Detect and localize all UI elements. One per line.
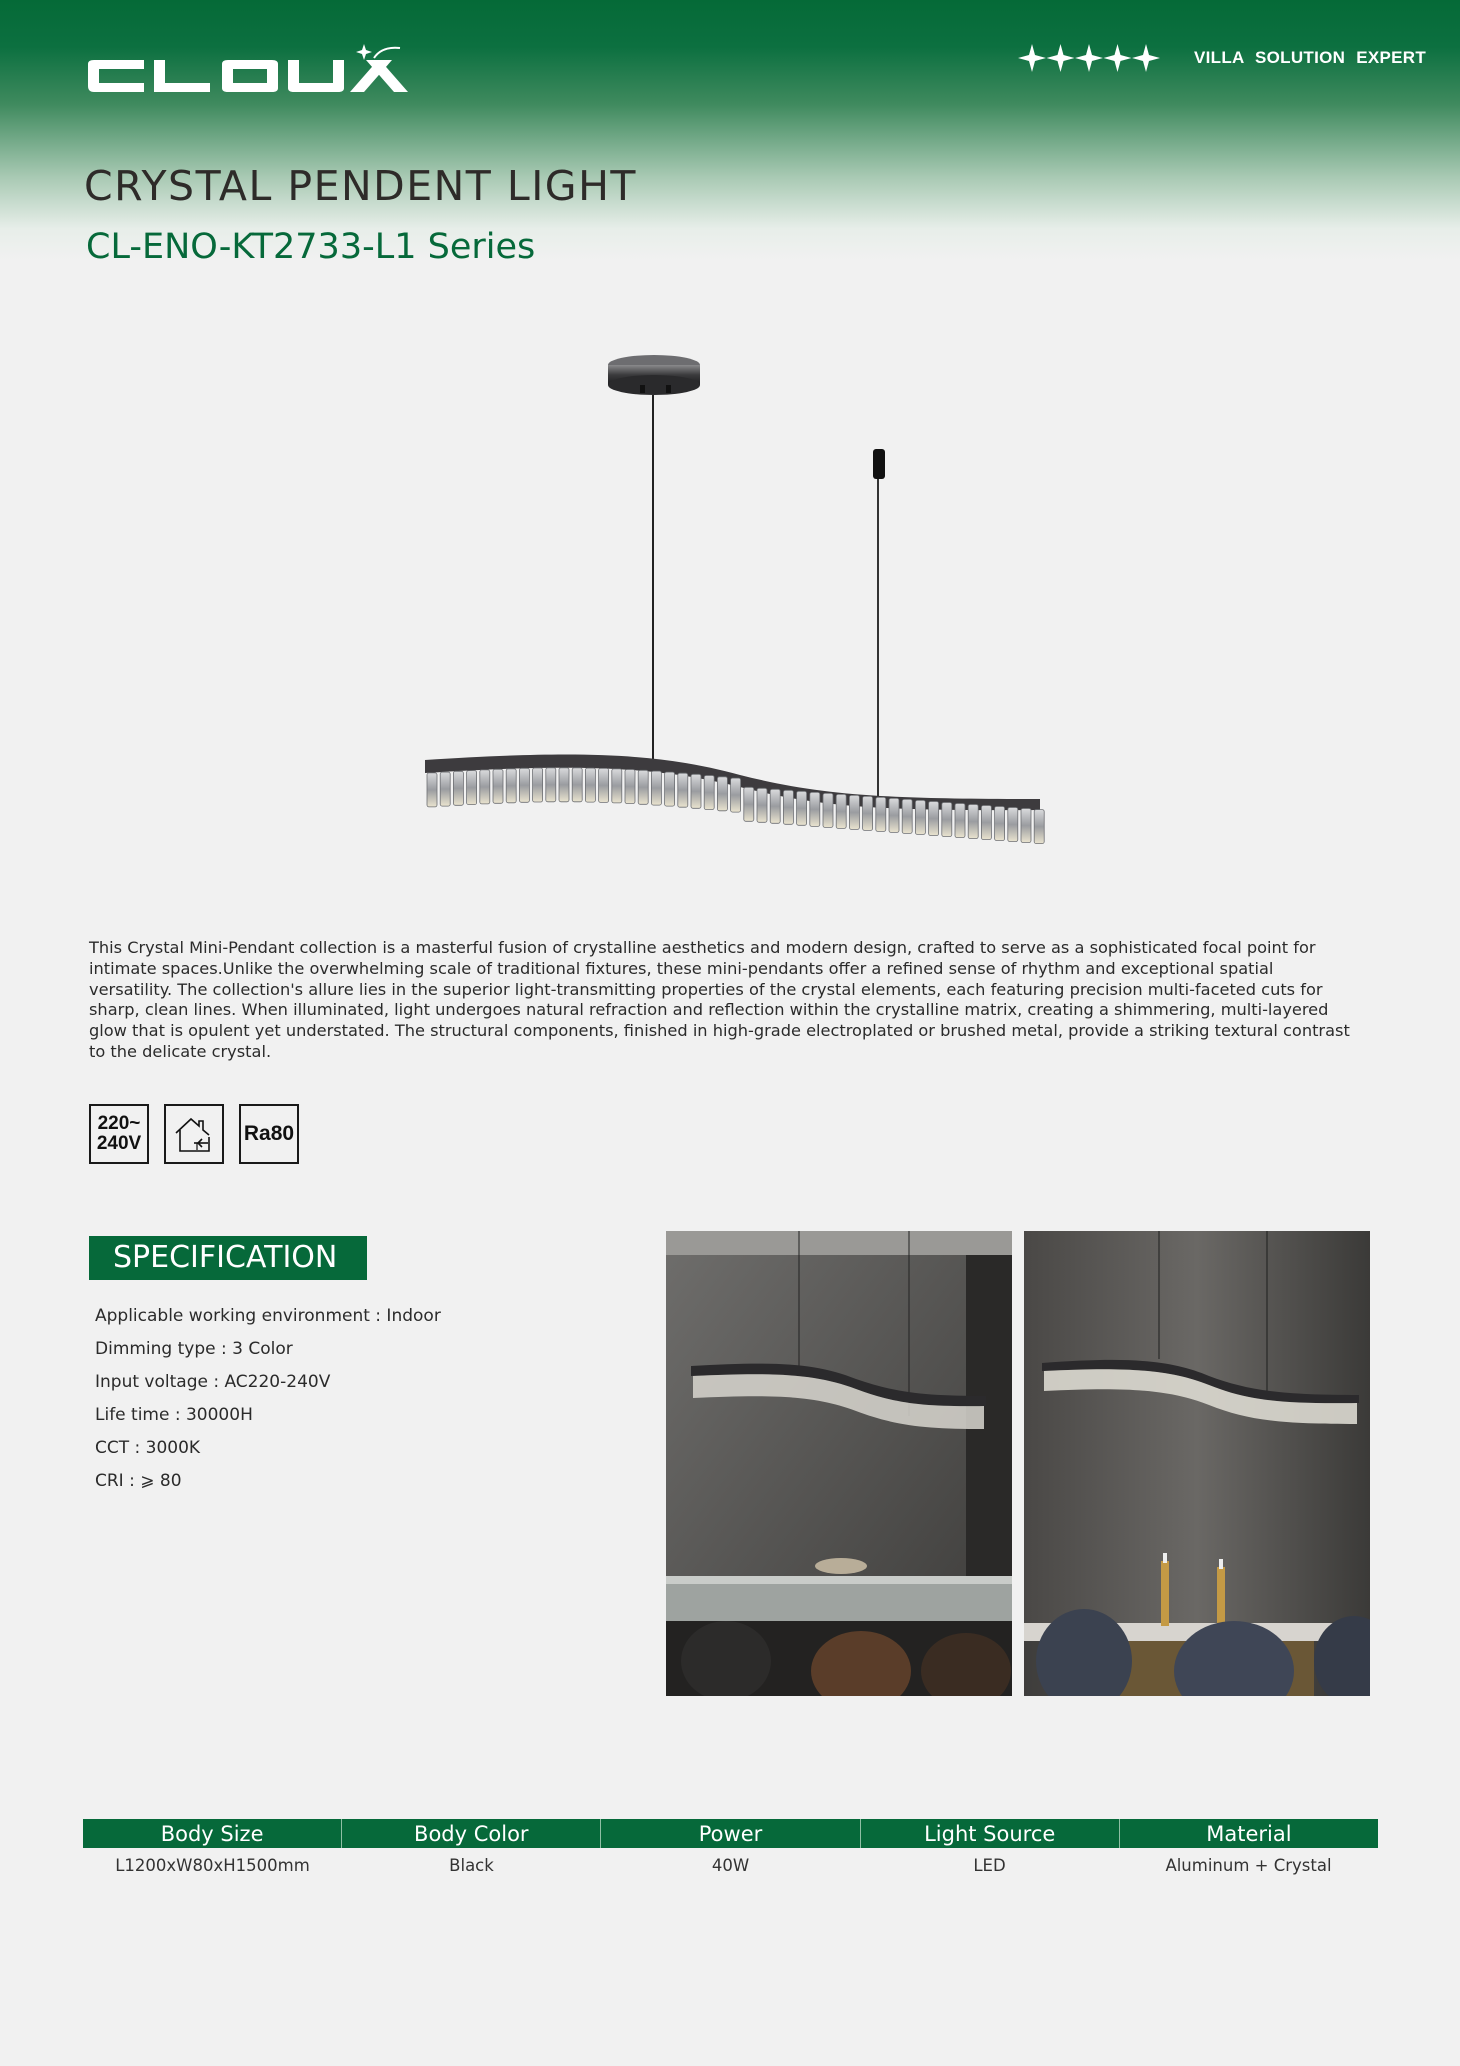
crystal-prism: [1008, 808, 1018, 842]
specification-heading: SPECIFICATION: [89, 1236, 367, 1280]
header-band: [0, 0, 1460, 260]
table-cell: L1200xW80xH1500mm: [115, 1856, 310, 1875]
spec-item: Life time : 30000H: [95, 1405, 253, 1425]
crystal-prism: [1021, 809, 1031, 843]
spec-item: CRI : ⩾ 80: [95, 1471, 182, 1491]
crystal-prism: [876, 797, 886, 831]
crystal-prism: [849, 795, 859, 829]
crystal-prism: [546, 768, 556, 802]
crystal-prism: [810, 792, 820, 826]
voltage-line-1: 220~: [97, 1113, 141, 1134]
crystal-prism: [440, 772, 450, 806]
crystal-prism: [942, 803, 952, 837]
spec-item: Input voltage : AC220-240V: [95, 1372, 331, 1392]
table-header-cell: Power: [601, 1819, 860, 1848]
crystal-prism: [889, 798, 899, 832]
table-cell: Black: [449, 1856, 494, 1875]
crystal-prism: [929, 802, 939, 836]
page-title: CRYSTAL PENDENT LIGHT: [84, 162, 637, 210]
rating-stars: [1018, 40, 1160, 76]
house-indoor-icon: [164, 1104, 224, 1164]
scene-photo-dining-left: [666, 1231, 1012, 1696]
crystal-prism: [981, 806, 991, 840]
crystal-prism: [968, 805, 978, 839]
table-header-cell: Body Color: [342, 1819, 601, 1848]
crystal-prism: [533, 768, 543, 802]
voltage-line-2: 240V: [96, 1133, 142, 1154]
crystal-prism: [915, 800, 925, 834]
table-cell: LED: [973, 1856, 1006, 1875]
table-header-cell: Material: [1206, 1822, 1292, 1846]
star-icon: [1047, 44, 1075, 72]
crystal-prism: [995, 807, 1005, 841]
crystal-prism: [599, 768, 609, 802]
crystal-prism: [770, 789, 780, 823]
crystal-prism: [453, 771, 463, 805]
crystal-prism: [731, 778, 741, 812]
crystal-prism: [704, 776, 714, 810]
scene-photo-dining-right: [1024, 1231, 1370, 1696]
table-header-cell: Body Size: [83, 1819, 342, 1848]
cri-badge: Ra80: [239, 1104, 299, 1164]
crystal-prism: [797, 791, 807, 825]
crystal-prism: [955, 804, 965, 838]
spec-item: CCT : 3000K: [95, 1438, 201, 1458]
star-icon: [1075, 44, 1103, 72]
product-table-header: [83, 1819, 1378, 1848]
specification-list: [95, 1300, 441, 1498]
crystal-prism: [863, 796, 873, 830]
cloux-logo: [82, 44, 438, 102]
crystal-prism: [757, 788, 767, 822]
spec-item: Applicable working environment : Indoor: [95, 1306, 441, 1326]
crystal-prism: [717, 777, 727, 811]
crystal-prism: [480, 770, 490, 804]
crystal-prism: [467, 771, 477, 805]
crystal-prism: [823, 793, 833, 827]
crystal-prism: [744, 787, 754, 821]
star-icon: [1132, 44, 1160, 72]
crystal-prism: [493, 769, 503, 803]
crystal-prism: [783, 790, 793, 824]
crystal-prism: [836, 794, 846, 828]
crystal-prism: [1034, 810, 1044, 844]
table-cell: 40W: [711, 1856, 750, 1875]
crystal-prism: [902, 799, 912, 833]
product-image: [400, 325, 1060, 855]
crystal-prism: [665, 772, 675, 806]
series-name: CL-ENO-KT2733-L1 Series: [86, 227, 536, 267]
table-header-cell: Light Source: [861, 1819, 1120, 1848]
crystal-prism: [638, 770, 648, 804]
star-icon: [1104, 44, 1132, 72]
crystal-prism: [427, 773, 437, 807]
crystal-prism: [572, 768, 582, 802]
table-cell: Aluminum + Crystal: [1165, 1856, 1332, 1875]
crystal-prism: [506, 769, 516, 803]
spec-item: Dimming type : 3 Color: [95, 1339, 293, 1359]
crystal-prism: [519, 768, 529, 802]
voltage-badge: [89, 1104, 149, 1164]
crystal-prism: [678, 773, 688, 807]
crystal-prism: [585, 768, 595, 802]
crystal-prism: [559, 768, 569, 802]
tagline: VILLA SOLUTION EXPERT: [1194, 48, 1427, 67]
table-row: [83, 1856, 1378, 1875]
crystal-prism: [651, 771, 661, 805]
product-description: This Crystal Mini-Pendant collection is a masterful fusion of crystalline aesthetics and modern design, crafted to serve as a sophisticated focal point for intimate spaces.Unlike the overwhelming scale of traditional fixtures, these mini-pendants offer a refined sense of rhythm and exceptional spatial versatility. The collection's allure lies in the superior light-transmitting properties of the crystal elements, each featuring precision multi-faceted cuts for sharp, clean lines. When illuminated, light undergoes natural refraction and reflection within the crystalline matrix, creating a shimmering, multi-layered glow that is opulent yet understated. The structural components, finished in high-grade electroplated or brushed metal, provide a striking textural contrast to the delicate crystal.: [89, 938, 1350, 1061]
crystal-prism: [691, 774, 701, 808]
star-icon: [1018, 44, 1046, 72]
crystal-prism: [625, 770, 635, 804]
crystal-prism: [612, 769, 622, 803]
